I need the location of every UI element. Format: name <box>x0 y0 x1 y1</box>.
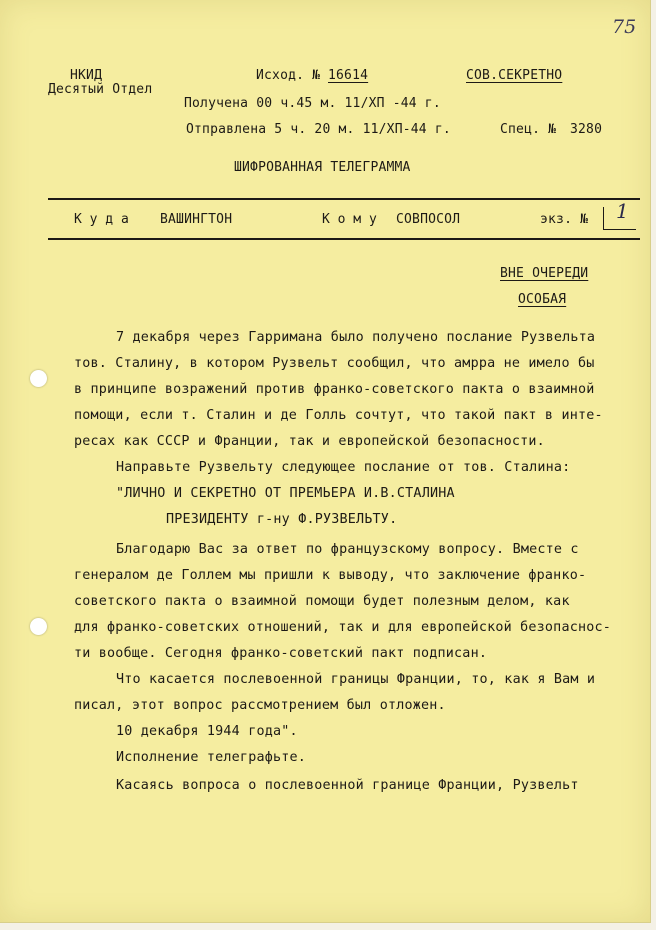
copy-label: экз. № <box>540 212 589 227</box>
copy-number-box <box>603 199 636 230</box>
received-line: Получена 00 ч.45 м. 11/ХП -44 г. <box>184 96 441 111</box>
body-line: Что касается послевоенной границы Франции, то, как я Вам и <box>116 672 596 687</box>
copy-number: 1 <box>616 199 629 223</box>
body-line: "ЛИЧНО И СЕКРЕТНО ОТ ПРЕМЬЕРА И.В.СТАЛИНА <box>116 486 455 501</box>
body-line: генералом де Голлем мы пришли к выводу, что заключение франко- <box>74 568 587 583</box>
body-line: советского пакта о взаимной помощи будет полезным делом, как <box>74 594 570 609</box>
to-label: К у д а <box>74 212 129 227</box>
body-line: Благодарю Вас за ответ по французскому вопросу. Вместе с <box>116 542 579 557</box>
punch-hole <box>30 618 47 635</box>
whom-value: СОВПОСОЛ <box>396 212 461 227</box>
divider-bottom <box>48 238 640 240</box>
body-line: для франко-советских отношений, так и для европейской безопаснос- <box>74 620 612 635</box>
body-line: Исполнение телеграфьте. <box>116 750 307 765</box>
body-line: ти вообще. Сегодня франко-советский пакт подписан. <box>74 646 488 661</box>
archive-page-number: 75 <box>612 16 637 38</box>
body-line: ПРЕЗИДЕНТУ г-ну Ф.РУЗВЕЛЬТУ. <box>166 512 398 527</box>
org-name: НКИД <box>70 68 103 83</box>
whom-label: К о м у <box>322 212 377 227</box>
outgoing-number: 16614 <box>328 68 369 83</box>
body-line: 10 декабря 1944 года". <box>116 724 298 739</box>
outgoing-label: Исход. № <box>256 68 321 83</box>
body-line: помощи, если т. Сталин и де Голль сочтут, что такой пакт в инте- <box>74 408 603 423</box>
body-line: тов. Сталину, в котором Рузвельт сообщил, что амрра не имело бы <box>74 356 595 371</box>
special-mark: ОСОБАЯ <box>518 292 567 307</box>
sent-line: Отправлена 5 ч. 20 м. 11/ХП-44 г. <box>186 122 451 137</box>
priority-mark: ВНЕ ОЧЕРЕДИ <box>500 266 589 281</box>
punch-hole <box>30 370 47 387</box>
to-value: ВАШИНГТОН <box>160 212 233 227</box>
special-number: 3280 <box>570 122 603 137</box>
body-line: Направьте Рузвельту следующее послание от тов. Сталина: <box>116 460 571 475</box>
body-line: ресах как СССР и Франции, так и европейской безопасности. <box>74 434 545 449</box>
body-line: в принципе возражений против франко-советского пакта о взаимной <box>74 382 595 397</box>
body-line: 7 декабря через Гарримана было получено послание Рузвельта <box>116 330 596 345</box>
special-label: Спец. № <box>500 122 557 137</box>
org-department: Десятый Отдел <box>48 82 153 97</box>
classification-stamp: СОВ.СЕКРЕТНО <box>466 68 563 83</box>
body-line: Касаясь вопроса о послевоенной границе Франции, Рузвельт <box>116 778 579 793</box>
body-line: писал, этот вопрос рассмотрением был отложен. <box>74 698 446 713</box>
document-type: ШИФРОВАННАЯ ТЕЛЕГРАММА <box>234 160 411 175</box>
divider-top <box>48 198 640 200</box>
